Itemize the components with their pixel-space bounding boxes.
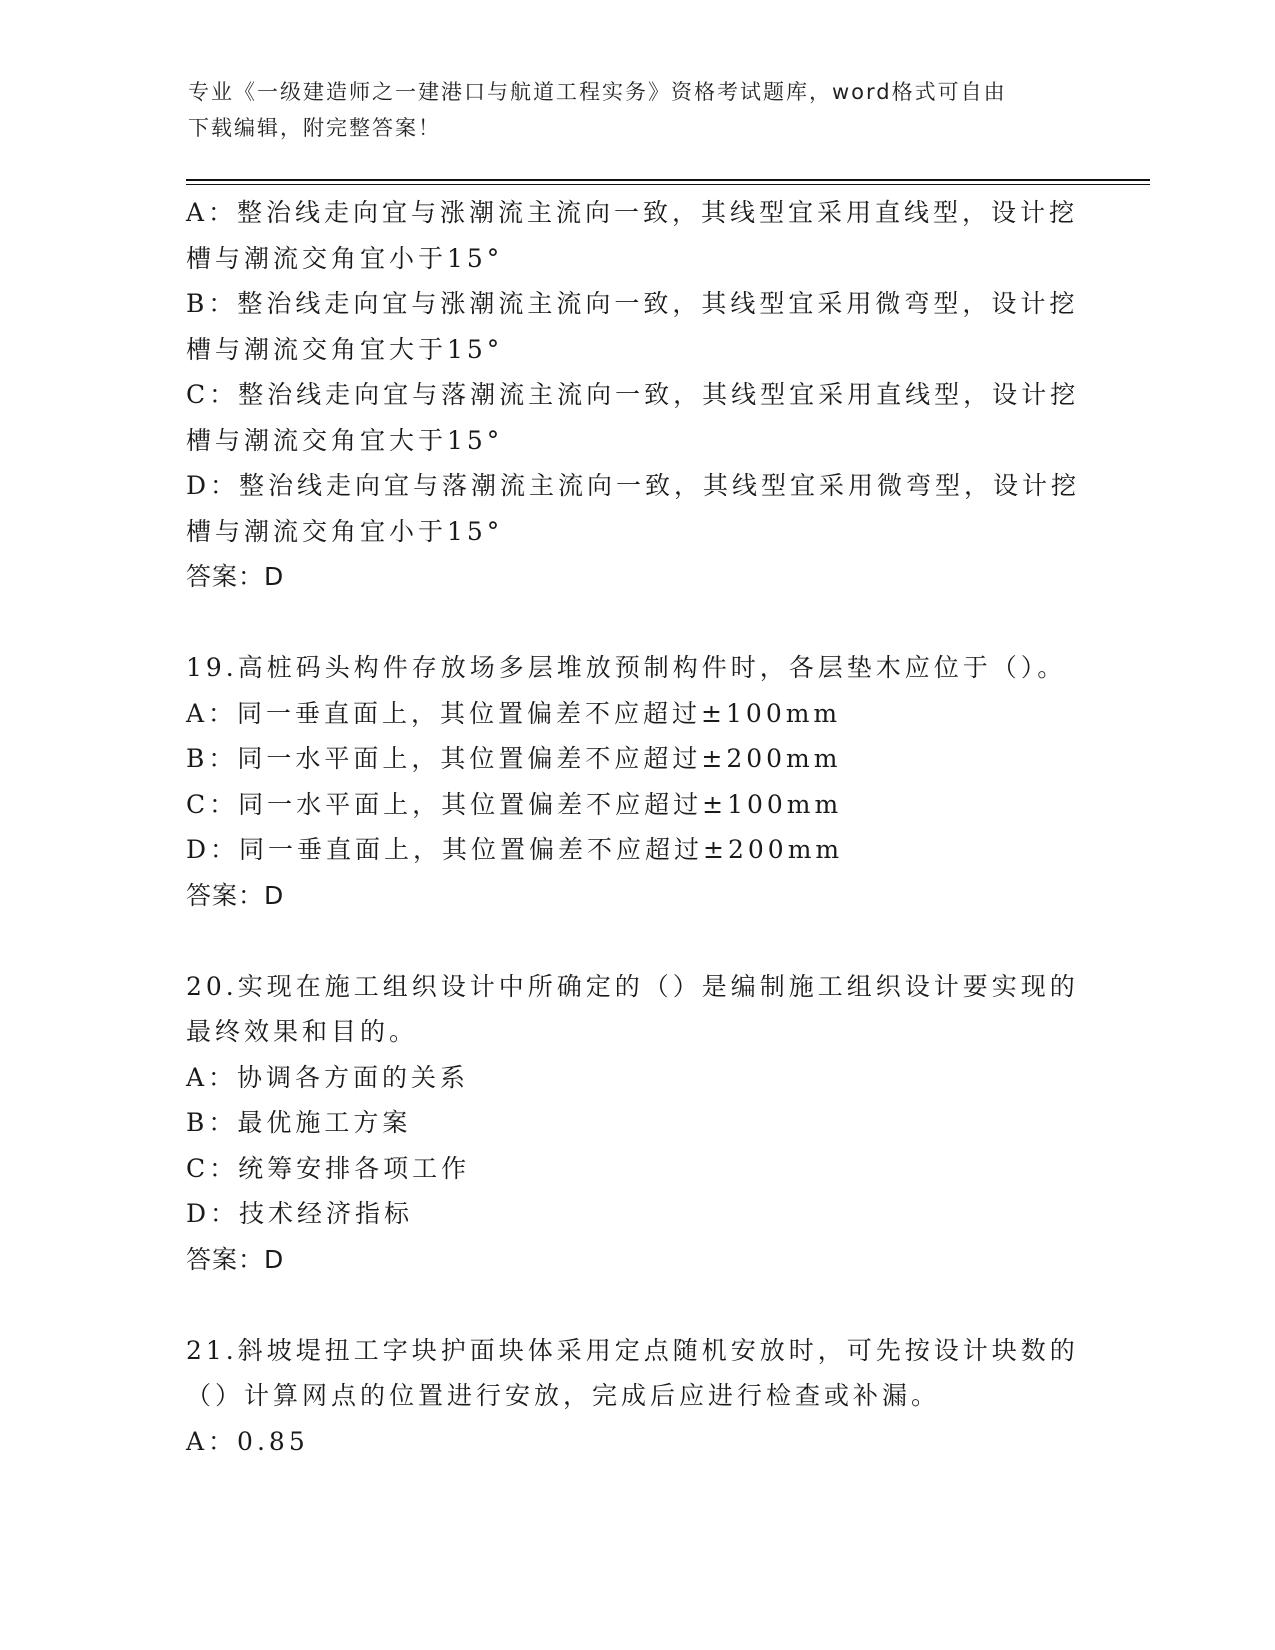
spacer (186, 918, 1086, 964)
option-a-line-1: A：整治线走向宜与涨潮流主流向一致，其线型宜采用直线型，设计挖 (186, 198, 1079, 227)
option-a: A：0.85 (186, 1426, 309, 1456)
option-d-line-2: 槽与潮流交角宜小于15° (186, 516, 504, 546)
question-text: 19.高桩码头构件存放场多层堆放预制构件时，各层垫木应位于（）。 (186, 653, 1067, 682)
option-b: B：最优施工方案 (186, 1108, 412, 1137)
spacer (186, 1282, 1086, 1328)
question-text-line-1: 20.实现在施工组织设计中所确定的（）是编制施工组织设计要实现的 (186, 971, 1079, 1001)
question-19 (186, 645, 1086, 918)
question-text-line-2: （）计算网点的位置进行安放，完成后应进行检查或补漏。 (186, 1381, 941, 1410)
option-a: A：同一垂直面上，其位置偏差不应超过±100mm (186, 698, 842, 728)
answer-label: 答案：D (186, 880, 285, 910)
option-d: D：技术经济指标 (186, 1199, 414, 1228)
option-c: C：统筹安排各项工作 (186, 1153, 471, 1183)
option-a: A：协调各方面的关系 (186, 1062, 470, 1092)
question-text-line-1: 21.斜坡堤扭工字块护面块体采用定点随机安放时，可先按设计块数的 (186, 1335, 1079, 1365)
spacer (186, 600, 1086, 646)
option-c-line-1: C：整治线走向宜与落潮流主流向一致，其线型宜采用直线型，设计挖 (186, 380, 1080, 409)
question-20 (186, 964, 1086, 1283)
answer-label: 答案：D (186, 1244, 285, 1274)
header-line-2: 下载编辑，附完整答案！ (188, 116, 441, 140)
option-b: B：同一水平面上，其位置偏差不应超过±200mm (186, 744, 842, 773)
question-text-line-2: 最终效果和目的。 (186, 1017, 419, 1046)
option-c-line-2: 槽与潮流交角宜大于15° (186, 425, 504, 455)
header-line-1: 专业《一级建造师之一建港口与航道工程实务》资格考试题库，word格式可自由 (188, 80, 1007, 104)
answer-label: 答案：D (186, 562, 285, 591)
option-b-line-1: B：整治线走向宜与涨潮流主流向一致，其线型宜采用微弯型，设计挖 (186, 289, 1079, 318)
question-18 (186, 190, 1086, 600)
option-a-line-2: 槽与潮流交角宜小于15° (186, 243, 504, 273)
header-rule-thin (186, 184, 1150, 185)
option-d-line-1: D：整治线走向宜与落潮流主流向一致，其线型宜采用微弯型，设计挖 (186, 471, 1081, 500)
question-content (186, 190, 1086, 1464)
option-c: C：同一水平面上，其位置偏差不应超过±100mm (186, 789, 843, 819)
question-21 (186, 1328, 1086, 1465)
page-header (188, 74, 1068, 146)
option-d: D：同一垂直面上，其位置偏差不应超过±200mm (186, 835, 844, 864)
option-b-line-2: 槽与潮流交角宜大于15° (186, 334, 504, 364)
header-rule-thick (186, 179, 1150, 181)
